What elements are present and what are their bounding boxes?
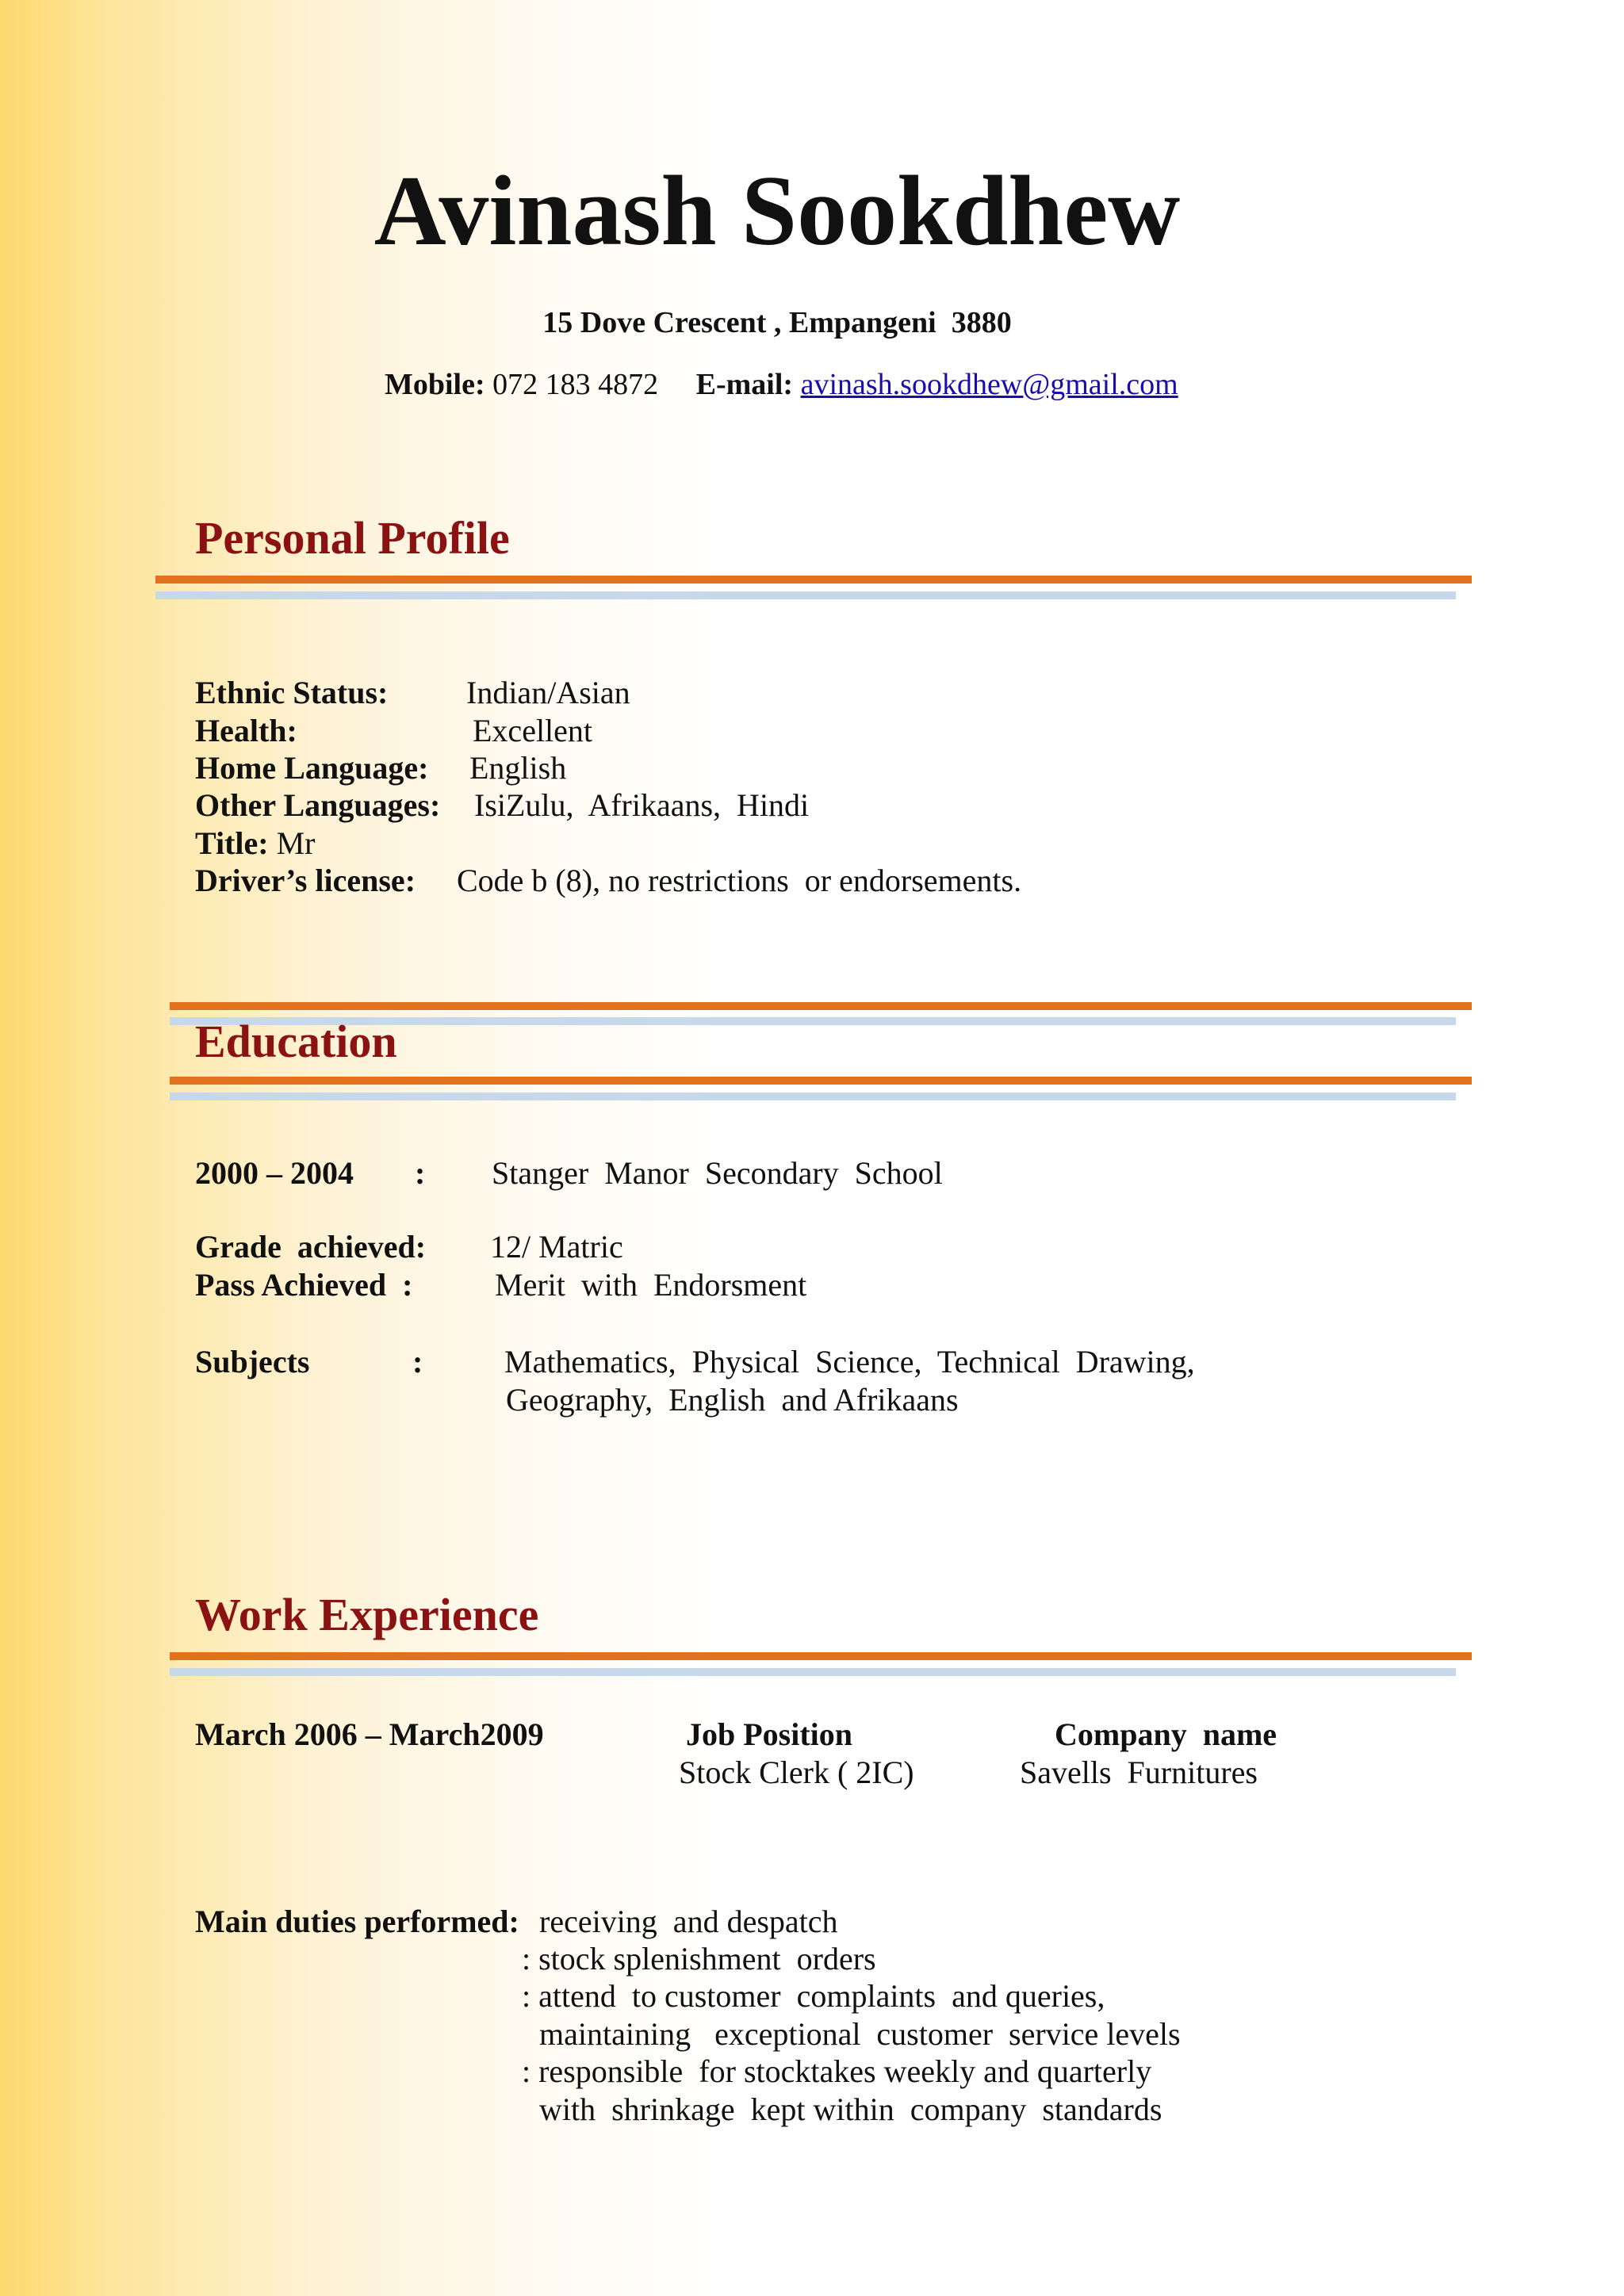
health-label: Health: [195,713,297,748]
duty-line: : responsible for stocktakes weekly and quarterly [522,2053,1152,2089]
pass-value: Merit with Endorsment [495,1267,807,1303]
subjects-label: Subjects [195,1344,310,1380]
title-row [195,825,315,862]
address: 15 Dove Crescent , Empangeni 3880 [542,306,1012,339]
drivers-license-value: Code b (8), no restrictions or endorsements. [457,863,1022,898]
work-period: March 2006 – March2009 [195,1716,544,1752]
duty-line: maintaining exceptional customer service levels [539,2016,1181,2052]
drivers-license-label: Driver’s license: [195,863,416,898]
ethnic-status-value: Indian/Asian [466,675,630,710]
subjects-colon: : [412,1344,423,1380]
subjects-line-1: Mathematics, Physical Science, Technical Drawing, [504,1344,1195,1380]
grade-label: Grade achieved: [195,1229,427,1265]
section-rule [170,1652,1472,1660]
section-rule [170,1077,1472,1085]
company-name-value: Savells Furnitures [1020,1755,1258,1790]
pass-label: Pass Achieved : [195,1267,413,1303]
duties-label: Main duties performed: [195,1904,519,1939]
work-experience-heading: Work Experience [195,1589,539,1640]
mobile-number: 072 183 4872 [492,368,659,401]
title-label: Title: [195,825,269,861]
company-name-label: Company name [1055,1716,1277,1752]
job-position-value: Stock Clerk ( 2IC) [679,1755,914,1790]
candidate-name: Avinash Sookdhew [373,156,1181,266]
school-name: Stanger Manor Secondary School [492,1155,943,1191]
other-languages-value: IsiZulu, Afrikaans, Hindi [474,787,810,823]
section-rule [170,1668,1456,1676]
education-period: 2000 – 2004 [195,1155,354,1191]
title-value: Mr [276,825,316,861]
email-label: E-mail: [695,368,794,401]
grade-value: 12/ Matric [490,1229,623,1265]
job-position-label: Job Position [686,1716,853,1752]
education-heading: Education [195,1016,397,1067]
other-languages-label: Other Languages: [195,787,441,823]
section-rule [170,1002,1472,1010]
education-period-colon: : [415,1155,426,1191]
ethnic-status-label: Ethnic Status: [195,675,389,710]
section-rule [170,1093,1456,1100]
personal-profile-heading: Personal Profile [195,512,510,564]
mobile-label: Mobile: [385,368,485,401]
duty-line: : attend to customer complaints and queries, [522,1978,1105,2014]
duty-line: receiving and despatch [539,1904,838,1939]
section-rule [155,591,1456,599]
email-link[interactable]: avinash.sookdhew@gmail.com [800,368,1178,401]
health-value: Excellent [473,713,593,748]
home-language-value: English [469,750,567,786]
duty-line: : stock splenishment orders [522,1941,876,1976]
duty-line: with shrinkage kept within company standards [539,2091,1162,2127]
subjects-line-2: Geography, English and Afrikaans [506,1382,959,1418]
contact-line [385,367,1178,402]
home-language-label: Home Language: [195,750,429,786]
section-rule [155,576,1472,584]
